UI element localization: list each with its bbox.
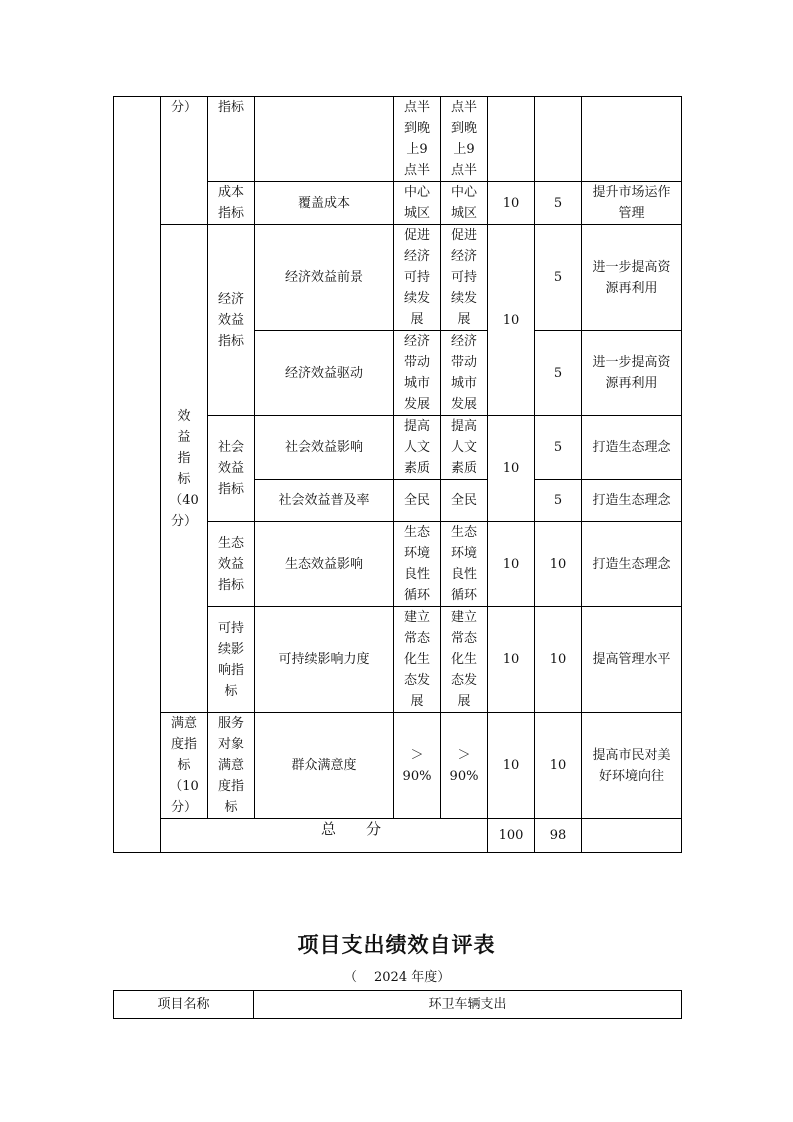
total-weight: 100 — [488, 819, 535, 853]
social-impact-actual: 提高 人文 素质 — [441, 416, 488, 480]
economic-prospect-name: 经济效益前景 — [255, 225, 394, 331]
ecology-score: 10 — [535, 522, 582, 607]
economic-category: 经济 效益 指标 — [208, 225, 255, 416]
cost-target: 中心 城区 — [394, 182, 441, 225]
ecology-impact-name: 生态效益影响 — [255, 522, 394, 607]
cost-actual: 中心 城区 — [441, 182, 488, 225]
form-title: 项目支出绩效自评表 — [297, 932, 496, 957]
ecology-actual: 生态 环境 良性 循环 — [441, 522, 488, 607]
social-coverage-score: 5 — [535, 480, 582, 522]
total-remark — [582, 819, 682, 853]
project-name-table — [113, 990, 682, 1019]
cost-weight: 10 — [488, 182, 535, 225]
satisfaction-weight: 10 — [488, 713, 535, 819]
sustainable-weight: 10 — [488, 607, 535, 713]
time-weight — [488, 97, 535, 182]
time-actual: 点半 到晚 上9 点半 — [441, 97, 488, 182]
satisfaction-target: ＞ 90% — [394, 713, 441, 819]
satisfaction-name: 群众满意度 — [255, 713, 394, 819]
benefit-group: 效 益 指 标 （40 分） — [161, 225, 208, 713]
ecology-weight: 10 — [488, 522, 535, 607]
time-score — [535, 97, 582, 182]
social-coverage-target: 全民 — [394, 480, 441, 522]
total-score: 98 — [535, 819, 582, 853]
social-impact-target: 提高 人文 素质 — [394, 416, 441, 480]
output-group-tail: 分） — [161, 97, 208, 225]
satisfaction-actual: ＞ 90% — [441, 713, 488, 819]
economic-prospect-actual: 促进 经济 可持 续发 展 — [441, 225, 488, 331]
total-label: 总 分 — [161, 819, 488, 853]
economic-drive-name: 经济效益驱动 — [255, 331, 394, 416]
social-impact-remark: 打造生态理念 — [582, 416, 682, 480]
year-open-paren: （ — [344, 970, 358, 985]
cost-indicator-name: 覆盖成本 — [255, 182, 394, 225]
social-coverage-name: 社会效益普及率 — [255, 480, 394, 522]
ecology-category: 生态 效益 指标 — [208, 522, 255, 607]
project-name-value: 环卫车辆支出 — [254, 991, 682, 1019]
sustainable-category: 可持 续影 响指 标 — [208, 607, 255, 713]
ecology-target: 生态 环境 良性 循环 — [394, 522, 441, 607]
sustainable-actual: 建立 常态 化生 态发 展 — [441, 607, 488, 713]
social-impact-name: 社会效益影响 — [255, 416, 394, 480]
economic-prospect-remark: 进一步提高资 源再利用 — [582, 225, 682, 331]
economic-prospect-target: 促进 经济 可持 续发 展 — [394, 225, 441, 331]
project-name-label: 项目名称 — [114, 991, 254, 1019]
social-coverage-actual: 全民 — [441, 480, 488, 522]
satisfaction-score: 10 — [535, 713, 582, 819]
sustainable-remark: 提高管理水平 — [582, 607, 682, 713]
time-remark — [582, 97, 682, 182]
time-indicator-tail: 指标 — [208, 97, 255, 182]
social-coverage-remark: 打造生态理念 — [582, 480, 682, 522]
satisfaction-remark: 提高市民对美 好环境向往 — [582, 713, 682, 819]
sustainable-impact-name: 可持续影响力度 — [255, 607, 394, 713]
category-col-blank — [114, 97, 161, 853]
cost-remark: 提升市场运作 管理 — [582, 182, 682, 225]
social-impact-score: 5 — [535, 416, 582, 480]
cost-score: 5 — [535, 182, 582, 225]
social-category: 社会 效益 指标 — [208, 416, 255, 522]
economic-drive-score: 5 — [535, 331, 582, 416]
economic-drive-remark: 进一步提高资 源再利用 — [582, 331, 682, 416]
satisfaction-group: 满意 度指 标 （10 分） — [161, 713, 208, 819]
economic-prospect-score: 5 — [535, 225, 582, 331]
sustainable-target: 建立 常态 化生 态发 展 — [394, 607, 441, 713]
sustainable-score: 10 — [535, 607, 582, 713]
economic-drive-actual: 经济 带动 城市 发展 — [441, 331, 488, 416]
performance-table — [113, 96, 682, 853]
social-weight: 10 — [488, 416, 535, 522]
time-target: 点半 到晚 上9 点半 — [394, 97, 441, 182]
year-text: 2024 年度） — [374, 970, 451, 985]
ecology-remark: 打造生态理念 — [582, 522, 682, 607]
satisfaction-category: 服务 对象 满意 度指 标 — [208, 713, 255, 819]
economic-drive-target: 经济 带动 城市 发展 — [394, 331, 441, 416]
economic-weight: 10 — [488, 225, 535, 416]
time-indicator-name — [255, 97, 394, 182]
cost-indicator-category: 成本 指标 — [208, 182, 255, 225]
